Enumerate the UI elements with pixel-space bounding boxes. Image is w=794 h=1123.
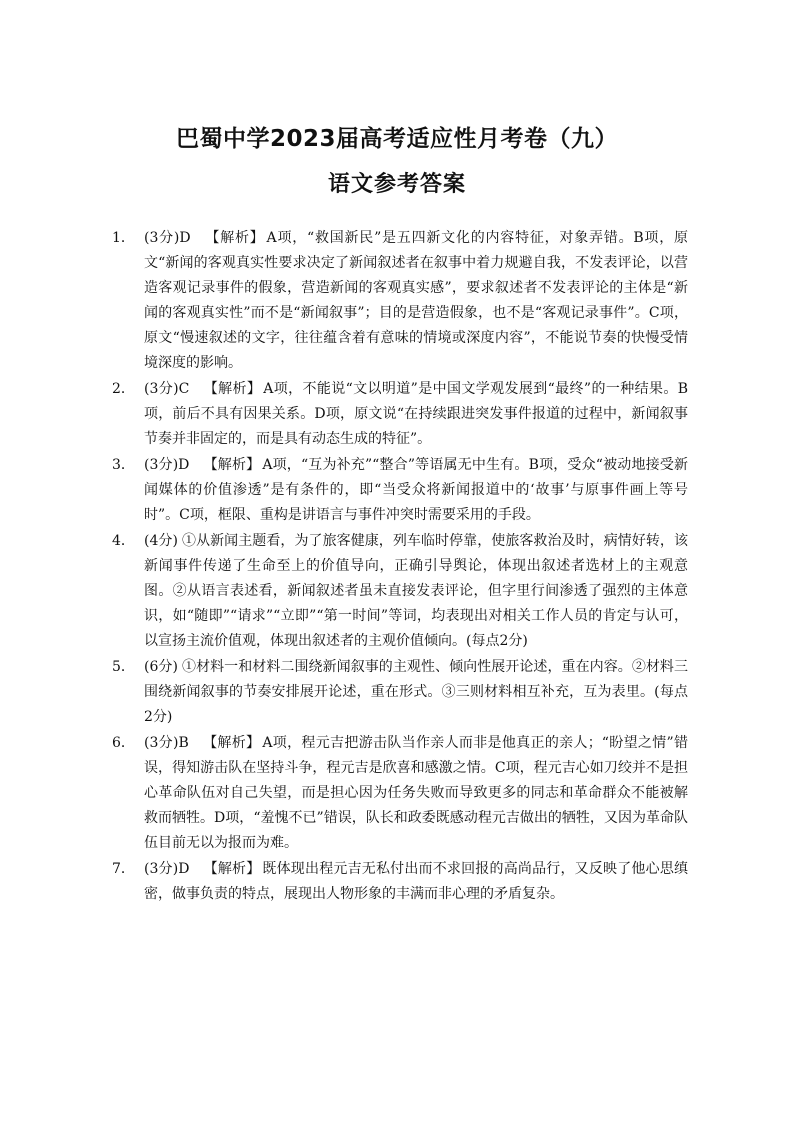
answer-text: A项，“互为补充”“整合”等语属无中生有。B项，受众“被动地接受新闻媒体的价值渗透”是有条件的，即“当受众将新闻报道中的‘故事’与原事件画上等号时”。C项，框限、重构是讲语言与事件冲突时需要采用的手段。 (144, 457, 689, 523)
analysis-tag: 【解析】 (204, 230, 265, 246)
analysis-tag: 【解析】 (202, 735, 261, 751)
answer-number: 7． (112, 861, 135, 877)
answer-item-4 (112, 529, 688, 654)
analysis-tag: 【解析】 (203, 457, 261, 473)
answer-number: 1． (112, 230, 135, 246)
answer-text: A项，不能说“文以明道”是中国文学观发展到“最终”的一种结果。B项，前后不具有因果关系。D项，原文说“在持续跟进突发事件报道的过程中，新闻叙事节奏并非固定的，而是具有动态生成的特征”。 (144, 381, 689, 447)
answer-item-6 (112, 731, 688, 856)
answer-text: A项，“救国新民”是五四新文化的内容特征，对象弄错。B项，原文“新闻的客观真实性要求决定了新闻叙述者在叙事中着力规避自我，不发表评论，以营造客观记录事件的假象，营造新闻的客观真实感”，要求叙述者不发表评论的主体是“新闻的客观真实性”而不是“新闻叙事”；目的是营造假象，也不是“客观记录事件”。C项，原文“慢速叙述的文字，往往蕴含着有意味的情境或深度内容”，不能说节奏的快慢受情境深度的影响。 (144, 230, 688, 371)
answer-score: (6分) (144, 659, 178, 675)
answer-score: (3分)C (144, 381, 190, 397)
answer-number: 5． (112, 659, 135, 675)
answer-item-5 (112, 655, 688, 730)
answer-item-7 (112, 857, 688, 907)
analysis-tag: 【解析】 (203, 861, 261, 877)
answer-score: (3分)D (144, 230, 191, 246)
answer-text: A项，程元吉把游击队当作亲人而非是他真正的亲人；“盼望之情”错误，得知游击队在坚持斗争，程元吉是欣喜和感激之情。C项，程元吉心如刀绞并不是担心革命队伍对自己失望，而是担心因为任务失败而导致更多的同志和革命群众不能被解救而牺牲。D项，“羞愧不已”错误，队长和政委既感动程元吉做出的牺牲，又因为革命队伍目前无以为报而为难。 (144, 735, 688, 851)
answer-number: 6． (112, 735, 135, 751)
answer-list (112, 226, 688, 908)
page-subtitle: 语文参考答案 (327, 172, 466, 197)
answer-item-3 (112, 453, 688, 528)
answer-number: 3． (112, 457, 135, 473)
answer-item-1 (112, 226, 688, 376)
answer-number: 4． (112, 533, 135, 549)
answer-number: 2． (112, 381, 135, 397)
answer-score: (3分)D (144, 457, 190, 473)
answer-item-2 (112, 377, 688, 452)
answer-score: (3分)D (144, 861, 190, 877)
answer-score: (3分)B (144, 735, 189, 751)
answer-text: ①材料一和材料二围绕新闻叙事的主观性、倾向性展开论述，重在内容。②材料三围绕新闻叙事的节奏安排展开论述，重在形式。③三则材料相互补充，互为表里。(每点2分) (144, 659, 688, 725)
answer-text: 既体现出程元吉无私付出而不求回报的高尚品行，又反映了他心思缜密，做事负责的特点，展现出人物形象的丰满而非心理的矛盾复杂。 (144, 861, 689, 902)
analysis-tag: 【解析】 (203, 381, 262, 397)
page-title: 巴蜀中学2023届高考适应性月考卷（九） (175, 126, 618, 152)
answer-text: ①从新闻主题看，为了旅客健康，列车临时停靠，使旅客救治及时，病情好转，该新闻事件传递了生命至上的价值导向，正确引导舆论，体现出叙述者选材上的主观意图。②从语言表述看，新闻叙述者虽未直接发表评论，但字里行间渗透了强烈的主体意识，如“随即”“请求”“立即”“第一时间”等词，均表现出对相关工作人员的肯定与认可，以宣扬主流价值观，体现出叙述者的主观价值倾向。(每点2分) (144, 533, 688, 649)
answer-score: (4分) (144, 533, 178, 549)
